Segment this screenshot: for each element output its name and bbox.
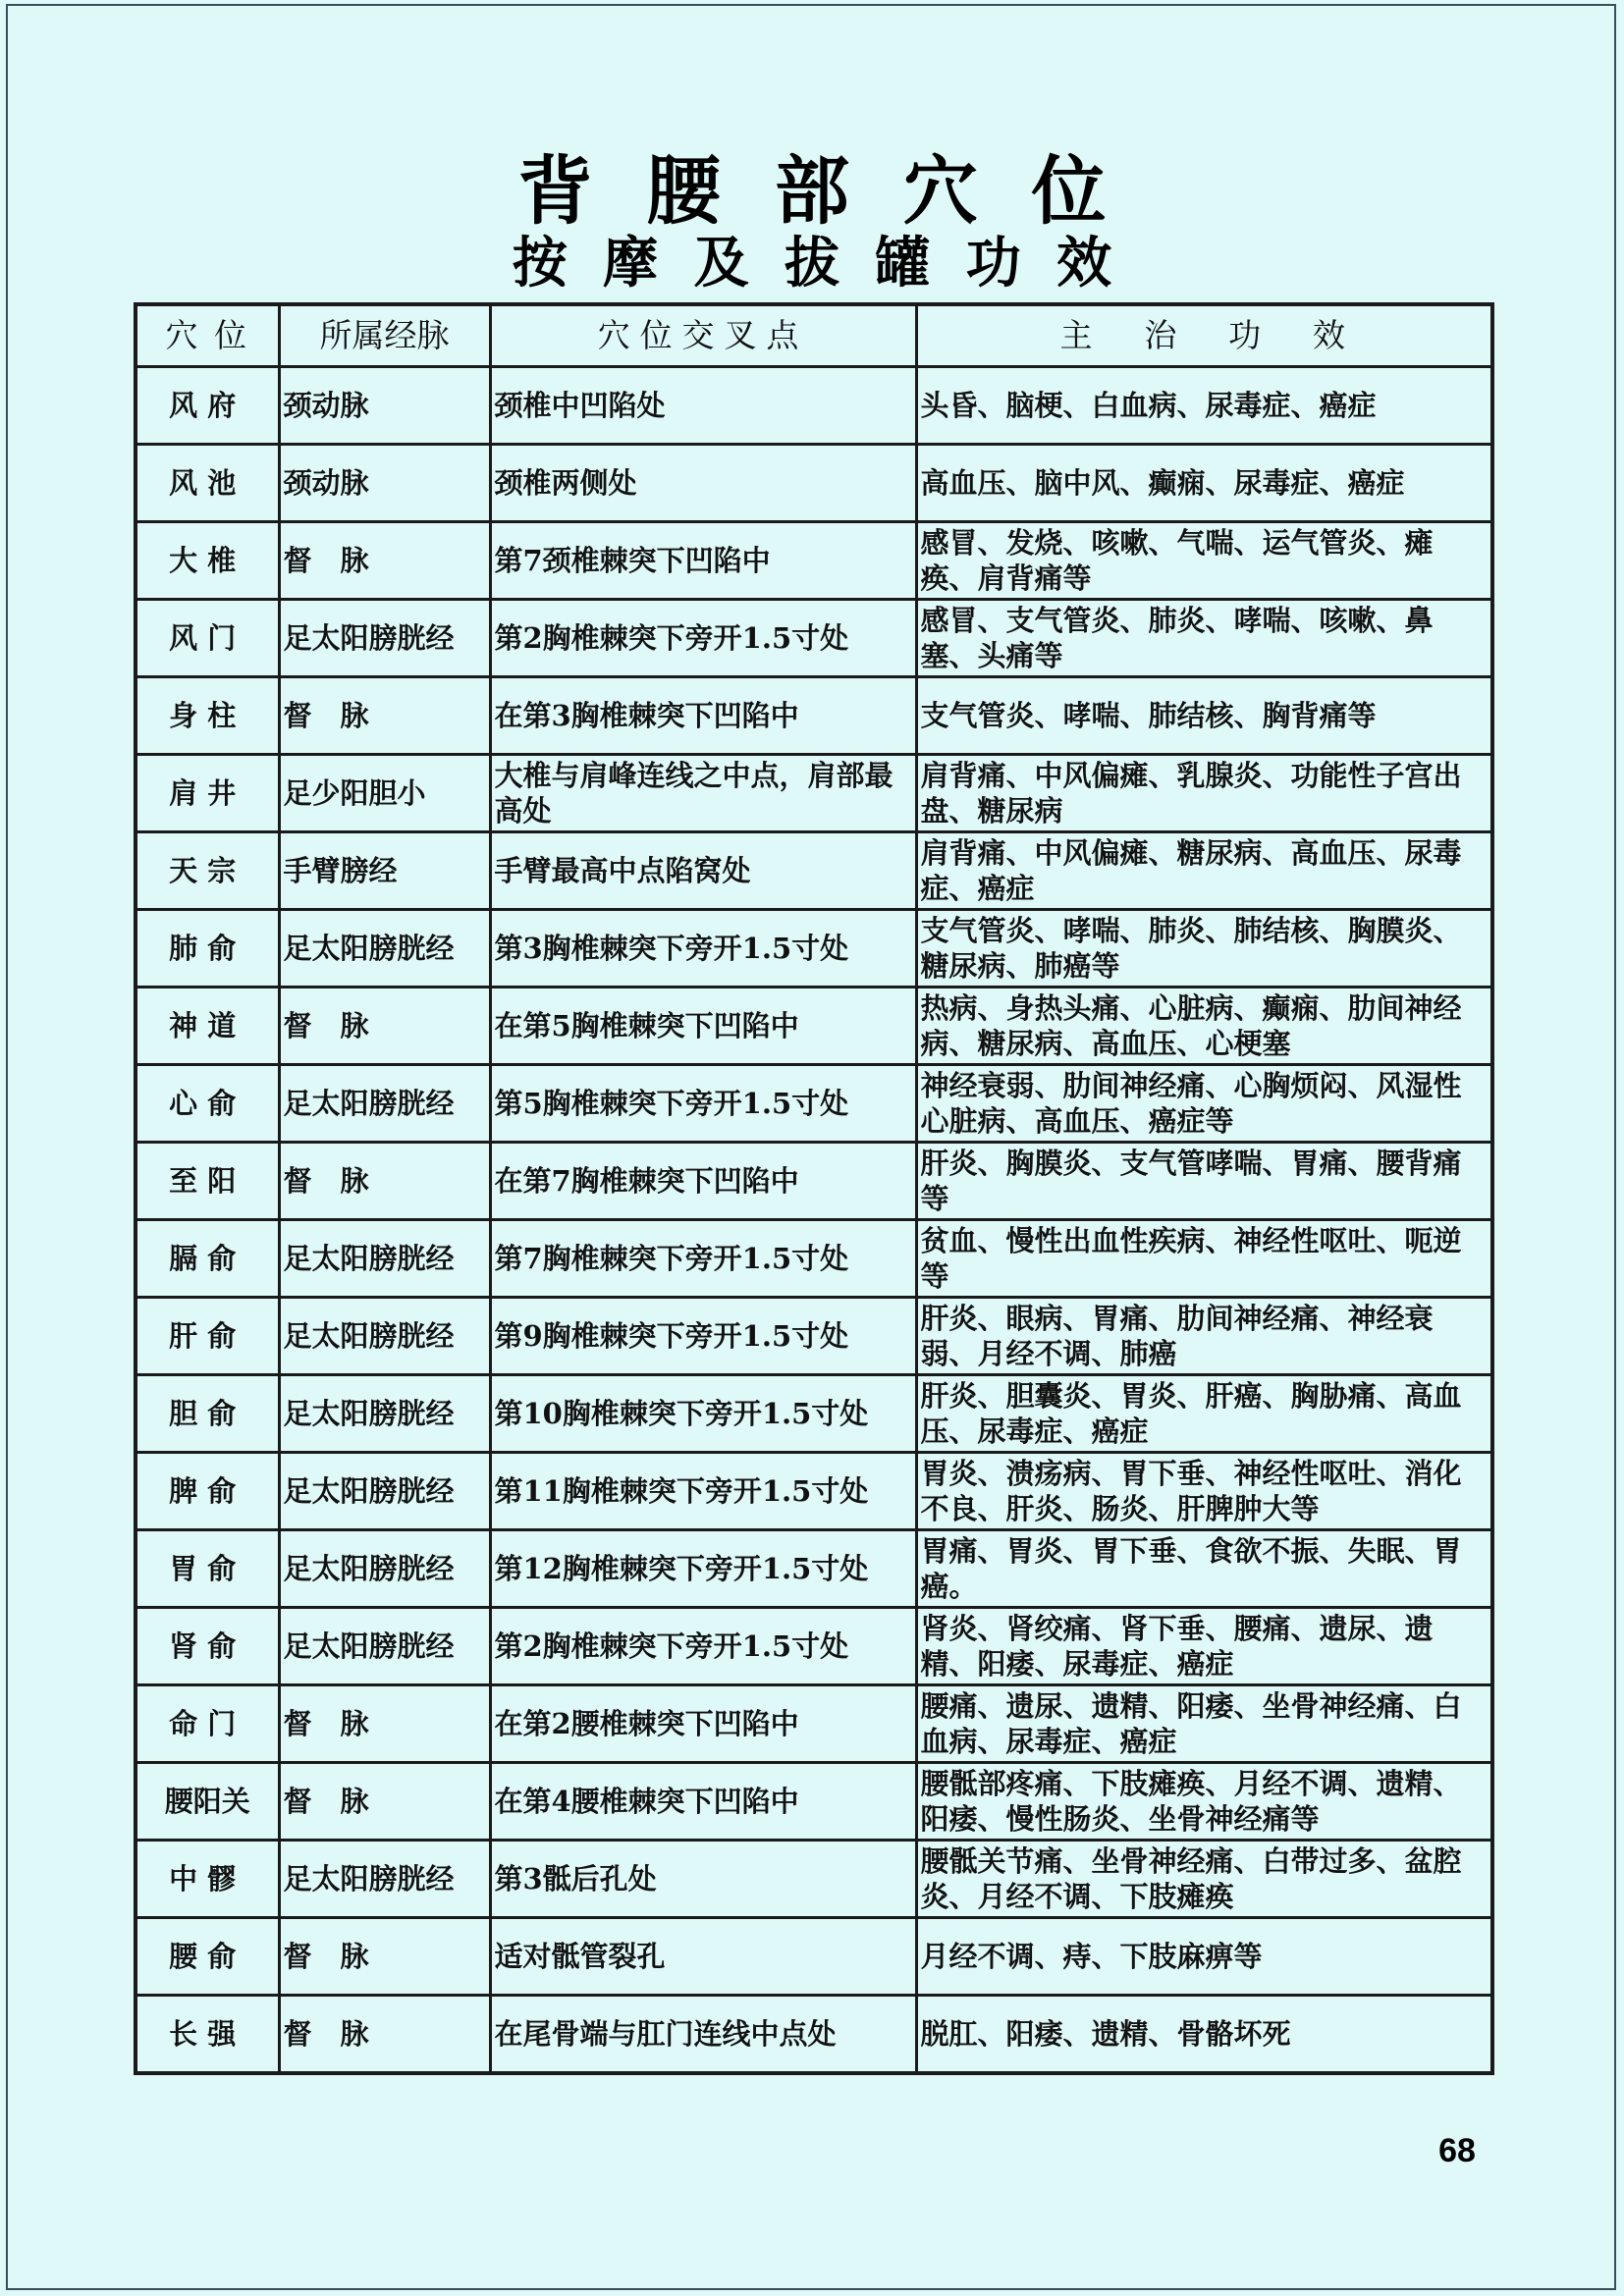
location-cell: 第2胸椎棘突下旁开1.5寸处 [490,1608,916,1685]
effects-cell: 腰骶关节痛、坐骨神经痛、白带过多、盆腔炎、月经不调、下肢瘫痪 [916,1841,1492,1918]
table-row [135,1375,1492,1453]
table-row [135,600,1492,677]
location-cell: 第11胸椎棘突下旁开1.5寸处 [490,1453,916,1530]
effects-cell: 肝炎、胆囊炎、胃炎、肝癌、胸胁痛、高血压、尿毒症、癌症 [916,1375,1492,1453]
meridian-cell: 足太阳膀胱经 [279,1530,490,1608]
effects-cell: 支气管炎、哮喘、肺炎、肺结核、胸膜炎、糖尿病、肺癌等 [916,910,1492,988]
effects-cell: 热病、身热头痛、心脏病、癫痫、肋间神经病、糖尿病、高血压、心梗塞 [916,988,1492,1065]
table-row [135,1918,1492,1996]
acupoint-name-cell: 中髎 [135,1841,279,1918]
location-cell: 第10胸椎棘突下旁开1.5寸处 [490,1375,916,1453]
meridian-cell: 督 脉 [279,1996,490,2074]
table-row [135,832,1492,910]
table-row [135,1530,1492,1608]
acupoint-name-cell: 天宗 [135,832,279,910]
location-cell: 第2胸椎棘突下旁开1.5寸处 [490,600,916,677]
table-row [135,988,1492,1065]
meridian-cell: 督 脉 [279,1143,490,1220]
acupoint-name-cell: 心俞 [135,1065,279,1143]
table-row [135,1453,1492,1530]
acupoint-name-cell: 风府 [135,367,279,445]
table-body [135,367,1492,2074]
effects-cell: 肩背痛、中风偏瘫、乳腺炎、功能性子宫出盘、糖尿病 [916,755,1492,832]
effects-cell: 神经衰弱、肋间神经痛、心胸烦闷、风湿性心脏病、高血压、癌症等 [916,1065,1492,1143]
header-acupoint: 穴位 [135,304,279,367]
acupoint-name-cell: 长强 [135,1996,279,2074]
location-cell: 颈椎两侧处 [490,445,916,522]
location-cell: 第3骶后孔处 [490,1841,916,1918]
page-title: 背腰部穴位 [517,147,1161,235]
effects-cell: 肩背痛、中风偏瘫、糖尿病、高血压、尿毒症、癌症 [916,832,1492,910]
meridian-cell: 督 脉 [279,988,490,1065]
table-row [135,1996,1492,2074]
table-row [135,1763,1492,1841]
acupoint-name-cell: 胃俞 [135,1530,279,1608]
table-row [135,1608,1492,1685]
effects-cell: 支气管炎、哮喘、肺结核、胸背痛等 [916,677,1492,755]
location-cell: 第5胸椎棘突下旁开1.5寸处 [490,1065,916,1143]
effects-cell: 贫血、慢性出血性疾病、神经性呕吐、呃逆等 [916,1220,1492,1298]
header-location: 穴位交叉点 [490,304,916,367]
effects-cell: 腰骶部疼痛、下肢瘫痪、月经不调、遗精、阳痿、慢性肠炎、坐骨神经痛等 [916,1763,1492,1841]
effects-cell: 胃炎、溃疡病、胃下垂、神经性呕吐、消化不良、肝炎、肠炎、肝脾肿大等 [916,1453,1492,1530]
acupoint-table [134,302,1494,2075]
location-cell: 第7胸椎棘突下旁开1.5寸处 [490,1220,916,1298]
acupoint-name-cell: 肝俞 [135,1298,279,1375]
acupoint-name-cell: 神道 [135,988,279,1065]
meridian-cell: 足太阳膀胱经 [279,910,490,988]
meridian-cell: 足太阳膀胱经 [279,1608,490,1685]
acupoint-name-cell: 胆俞 [135,1375,279,1453]
table-row [135,910,1492,988]
location-cell: 大椎与肩峰连线之中点，肩部最高处 [490,755,916,832]
acupoint-name-cell: 腰阳关 [135,1763,279,1841]
acupoint-name-cell: 膈俞 [135,1220,279,1298]
meridian-cell: 督 脉 [279,1685,490,1763]
table-row [135,1685,1492,1763]
meridian-cell: 足太阳膀胱经 [279,600,490,677]
acupoint-name-cell: 肾俞 [135,1608,279,1685]
table-row [135,522,1492,600]
table-row [135,1065,1492,1143]
meridian-cell: 督 脉 [279,522,490,600]
table-row [135,755,1492,832]
location-cell: 第3胸椎棘突下旁开1.5寸处 [490,910,916,988]
table-row [135,1143,1492,1220]
acupoint-name-cell: 脾俞 [135,1453,279,1530]
location-cell: 第12胸椎棘突下旁开1.5寸处 [490,1530,916,1608]
effects-cell: 感冒、支气管炎、肺炎、哮喘、咳嗽、鼻塞、头痛等 [916,600,1492,677]
acupoint-name-cell: 肩井 [135,755,279,832]
location-cell: 在第2腰椎棘突下凹陷中 [490,1685,916,1763]
meridian-cell: 足太阳膀胱经 [279,1220,490,1298]
meridian-cell: 足太阳膀胱经 [279,1453,490,1530]
acupoint-name-cell: 肺俞 [135,910,279,988]
location-cell: 颈椎中凹陷处 [490,367,916,445]
effects-cell: 头昏、脑梗、白血病、尿毒症、癌症 [916,367,1492,445]
meridian-cell: 督 脉 [279,1763,490,1841]
meridian-cell: 颈动脉 [279,445,490,522]
location-cell: 适对骶管裂孔 [490,1918,916,1996]
meridian-cell: 督 脉 [279,677,490,755]
meridian-cell: 颈动脉 [279,367,490,445]
location-cell: 第9胸椎棘突下旁开1.5寸处 [490,1298,916,1375]
location-cell: 第7颈椎棘突下凹陷中 [490,522,916,600]
table-row [135,1841,1492,1918]
header-meridian: 所属经脉 [279,304,490,367]
meridian-cell: 足太阳膀胱经 [279,1065,490,1143]
effects-cell: 月经不调、痔、下肢麻痹等 [916,1918,1492,1996]
meridian-cell: 督 脉 [279,1918,490,1996]
acupoint-name-cell: 风池 [135,445,279,522]
acupoint-name-cell: 腰俞 [135,1918,279,1996]
location-cell: 在第4腰椎棘突下凹陷中 [490,1763,916,1841]
table-row [135,1298,1492,1375]
location-cell: 在尾骨端与肛门连线中点处 [490,1996,916,2074]
meridian-cell: 手臂膀经 [279,832,490,910]
effects-cell: 肝炎、胸膜炎、支气管哮喘、胃痛、腰背痛等 [916,1143,1492,1220]
meridian-cell: 足少阳胆小 [279,755,490,832]
location-cell: 在第3胸椎棘突下凹陷中 [490,677,916,755]
effects-cell: 脱肛、阳痿、遗精、骨骼坏死 [916,1996,1492,2074]
effects-cell: 肾炎、肾绞痛、肾下垂、腰痛、遗尿、遗精、阳痿、尿毒症、癌症 [916,1608,1492,1685]
table-row [135,1220,1492,1298]
page-subtitle: 按摩及拔罐功效 [512,231,1148,295]
location-cell: 在第5胸椎棘突下凹陷中 [490,988,916,1065]
effects-cell: 腰痛、遗尿、遗精、阳痿、坐骨神经痛、白血病、尿毒症、癌症 [916,1685,1492,1763]
page-number: 68 [1438,2132,1476,2169]
acupoint-name-cell: 大椎 [135,522,279,600]
location-cell: 手臂最高中点陷窝处 [490,832,916,910]
table-row [135,445,1492,522]
meridian-cell: 足太阳膀胱经 [279,1298,490,1375]
effects-cell: 高血压、脑中风、癫痫、尿毒症、癌症 [916,445,1492,522]
header-effects: 主治功效 [916,304,1492,367]
table-header-row [135,304,1492,367]
acupoint-name-cell: 风门 [135,600,279,677]
meridian-cell: 足太阳膀胱经 [279,1375,490,1453]
meridian-cell: 足太阳膀胱经 [279,1841,490,1918]
effects-cell: 胃痛、胃炎、胃下垂、食欲不振、失眠、胃癌。 [916,1530,1492,1608]
table-row [135,677,1492,755]
acupoint-name-cell: 身柱 [135,677,279,755]
table-row [135,367,1492,445]
acupoint-name-cell: 至阳 [135,1143,279,1220]
acupoint-name-cell: 命门 [135,1685,279,1763]
effects-cell: 感冒、发烧、咳嗽、气喘、运气管炎、瘫痪、肩背痛等 [916,522,1492,600]
effects-cell: 肝炎、眼病、胃痛、肋间神经痛、神经衰弱、月经不调、肺癌 [916,1298,1492,1375]
location-cell: 在第7胸椎棘突下凹陷中 [490,1143,916,1220]
